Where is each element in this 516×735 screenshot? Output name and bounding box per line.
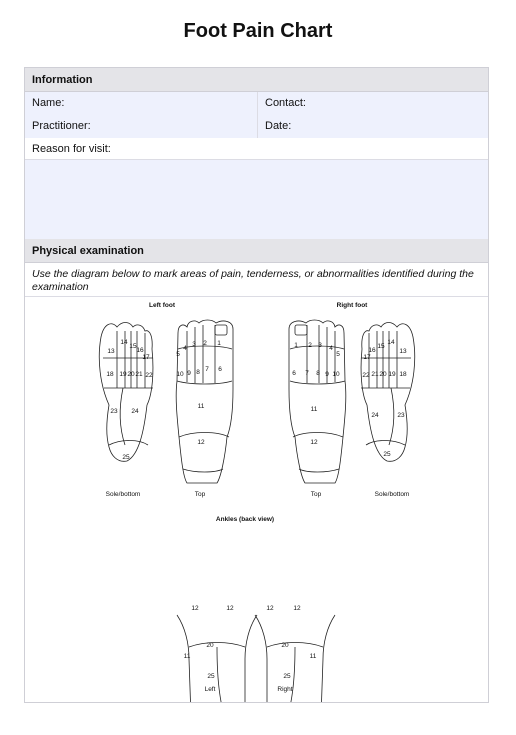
- zone-2-label: 2: [308, 342, 312, 349]
- zone-5-label: 5: [176, 351, 180, 358]
- zone-5-label: 5: [336, 351, 340, 358]
- zone-12-label: 12: [310, 439, 318, 446]
- zone-4-label: 4: [329, 345, 333, 352]
- zone-25-label: 25: [207, 673, 215, 680]
- caption-sole-left: Sole/bottom: [105, 491, 141, 498]
- zone-22-label: 22: [362, 372, 370, 379]
- practitioner-date-row: [25, 115, 488, 139]
- reason-textarea[interactable]: [25, 160, 488, 240]
- caption-ankle-left: Left: [204, 686, 216, 693]
- zone-20-label: 20: [206, 642, 214, 649]
- zone-4-label: 4: [183, 345, 187, 352]
- zone-25-label: 25: [122, 454, 130, 461]
- zone-15-label: 15: [377, 343, 385, 350]
- zone-12-label: 12: [293, 605, 301, 612]
- name-contact-row: [25, 92, 488, 116]
- zone-17-label: 17: [363, 354, 371, 361]
- zone-20-label: 20: [281, 642, 289, 649]
- physical-exam-heading: Physical examination: [25, 239, 488, 263]
- zone-21-label: 21: [371, 371, 379, 378]
- exam-instruction: Use the diagram below to mark areas of pain, tenderness, or abnormalities identified during the examination: [25, 263, 488, 297]
- zone-12-label: 12: [266, 605, 274, 612]
- zone-19-label: 19: [388, 371, 396, 378]
- zone-12-label: 12: [197, 439, 205, 446]
- zone-9-label: 9: [187, 370, 191, 377]
- zone-8-label: 8: [316, 370, 320, 377]
- zone-10-label: 10: [332, 371, 340, 378]
- zone-24-label: 24: [371, 412, 379, 419]
- zone-7-label: 7: [205, 366, 209, 373]
- information-heading: Information: [25, 68, 488, 92]
- practitioner-label: Practitioner:: [32, 120, 91, 132]
- reason-label: Reason for visit:: [25, 138, 488, 160]
- caption-sole-right: Sole/bottom: [374, 491, 410, 498]
- zone-19-label: 19: [119, 371, 127, 378]
- zone-16-label: 16: [368, 347, 376, 354]
- page-title: Foot Pain Chart: [183, 20, 333, 42]
- contact-field[interactable]: [257, 92, 488, 115]
- right-foot-title: Right foot: [336, 302, 368, 309]
- zone-14-label: 14: [387, 339, 395, 346]
- zone-20-label: 20: [127, 371, 135, 378]
- date-label: Date:: [265, 120, 292, 132]
- zone-18-label: 18: [399, 371, 407, 378]
- ankles-title: Ankles (back view): [215, 516, 275, 523]
- zone-20-label: 20: [379, 371, 387, 378]
- zone-25-label: 25: [283, 673, 291, 680]
- contact-label: Contact:: [265, 97, 306, 109]
- zone-12-label: 12: [191, 605, 199, 612]
- zone-6-label: 6: [218, 366, 222, 373]
- zone-23-label: 23: [397, 412, 405, 419]
- zone-21-label: 21: [135, 371, 143, 378]
- zone-6-label: 6: [292, 370, 296, 377]
- zone-3-label: 3: [318, 342, 322, 349]
- foot-pain-form: [24, 67, 489, 703]
- zone-9-label: 9: [325, 371, 329, 378]
- zone-15-label: 15: [129, 343, 137, 350]
- left-foot-title: Left foot: [149, 302, 175, 309]
- name-label: Name:: [32, 97, 65, 109]
- zone-7-label: 7: [305, 370, 309, 377]
- caption-top-left: Top: [194, 491, 206, 498]
- zone-11-label: 11: [310, 406, 318, 413]
- zone-1-label: 1: [217, 340, 221, 347]
- zone-13-label: 13: [399, 348, 407, 355]
- zone-16-label: 16: [136, 347, 144, 354]
- zone-11-label: 11: [197, 403, 205, 410]
- zone-11-label: 11: [183, 653, 191, 660]
- zone-23-label: 23: [110, 408, 118, 415]
- zone-22-label: 22: [145, 372, 153, 379]
- zone-3-label: 3: [192, 341, 196, 348]
- zone-18-label: 18: [106, 371, 114, 378]
- practitioner-field[interactable]: [25, 115, 257, 138]
- zone-11-label: 11: [309, 653, 317, 660]
- zone-1-label: 1: [294, 342, 298, 349]
- zone-24-label: 24: [131, 408, 139, 415]
- zone-25-label: 25: [383, 451, 391, 458]
- zone-13-label: 13: [107, 348, 115, 355]
- zone-2-label: 2: [203, 340, 207, 347]
- zone-8-label: 8: [196, 369, 200, 376]
- foot-diagram[interactable]: [25, 297, 488, 702]
- zone-10-label: 10: [176, 371, 184, 378]
- caption-top-right: Top: [310, 491, 322, 498]
- name-field[interactable]: [25, 92, 257, 115]
- zone-14-label: 14: [120, 339, 128, 346]
- zone-12-label: 12: [226, 605, 234, 612]
- date-field[interactable]: [257, 115, 488, 138]
- caption-ankle-right: Right: [277, 686, 293, 693]
- zone-17-label: 17: [142, 354, 150, 361]
